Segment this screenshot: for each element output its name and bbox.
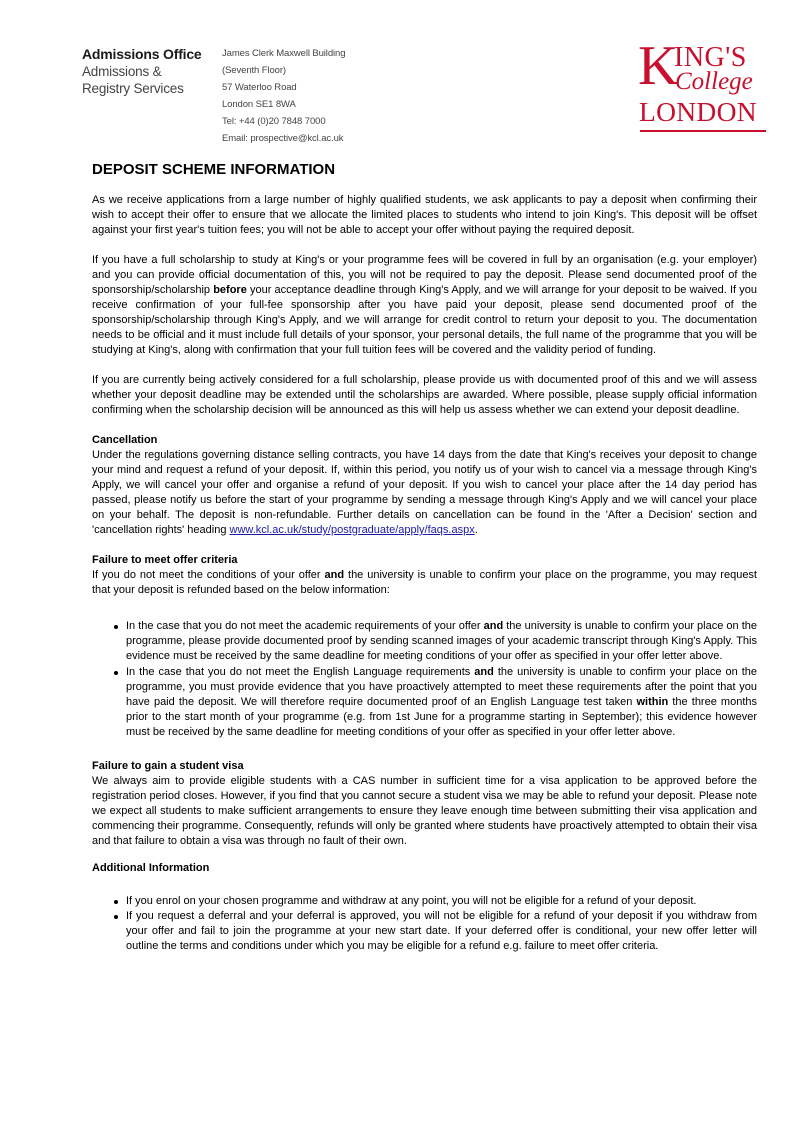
- text-run: If you have a full scholarship to study at King's or your programme fees will be covered in full by an organisation (e.g. your employer) and you can provide official documentation of this, you will not be required to pay the deposit. Please send documented proof of the sponsorship/scholarship: [92, 254, 757, 296]
- text-run: In the case that you do not meet the academic requirements of your offer: [126, 620, 484, 632]
- text-run: the university is unable to confirm your place on the programme, you must provide evidence that you have proactively attempted to meet these requirements after the point that you have paid the deposit. We will therefore require documented proof of an English Language test taken: [126, 665, 757, 709]
- list-item: If you request a deferral and your deferral is approved, you will not be eligible for a refund of your deposit if you withdraw from your offer and fail to join the programme at your new start date. If your deferred offer is conditional, your new offer letter will outline the terms and conditions under which you may be eligible for a refund e.g. failure to meet offer criteria.: [126, 909, 757, 955]
- additional-info-list: [92, 894, 757, 955]
- address-email: Email: prospective@kcl.ac.uk: [222, 133, 344, 144]
- admissions-office-block: [82, 46, 202, 97]
- office-subtitle-1: Admissions &: [82, 64, 162, 79]
- logo-london: LONDON: [639, 96, 757, 127]
- faqs-link[interactable]: www.kcl.ac.uk/study/postgraduate/apply/faqs.aspx: [229, 524, 475, 536]
- offer-criteria-list: [92, 619, 757, 741]
- scholarship-considered-paragraph: If you are currently being actively considered for a full scholarship, please provide us with documented proof of this and we will assess whether your deposit deadline may be extended until the scholarships are awarded. Where possible, please supply official information confirming when the scholarship decision will be announced as this will help us assess whether we can extend your deposit deadline.: [92, 374, 757, 416]
- logo-ings: ING'S: [674, 42, 747, 73]
- text-run: .: [474, 524, 478, 536]
- office-title: Admissions Office: [82, 46, 202, 62]
- kings-college-london-logo: [638, 35, 768, 138]
- scholarship-paragraph: [92, 253, 757, 358]
- bold-run: and: [483, 620, 504, 632]
- list-item: [126, 665, 757, 741]
- address-block: [222, 45, 345, 147]
- address-line: London SE1 8WA: [222, 99, 296, 110]
- address-phone: Tel: +44 (0)20 7848 7000: [222, 116, 326, 127]
- logo-rule: [640, 130, 766, 132]
- logo-k: K: [638, 35, 679, 97]
- visa-heading: Failure to gain a student visa: [92, 759, 244, 772]
- text-run: Under the regulations governing distance selling contracts, you have 14 days from the date that King's receives your deposit to change your mind and request a refund of your deposit. If, within this period, you notify us of your wish to cancel via a message through King's Apply, we will cancel your offer and organise a refund of your deposit. If you wish to cancel your place after the 14 day period has passed, please notify us before the start of your programme by sending a message through King's Apply and we will cancel your place on your behalf. The deposit is non-refundable. Further details on cancellation can be found in the 'After a Decision' section and 'cancellation rights' heading: [92, 449, 757, 536]
- address-line: 57 Waterloo Road: [222, 82, 297, 93]
- bold-run: and: [324, 569, 345, 581]
- cancellation-paragraph: [92, 448, 757, 538]
- text-run: If you do not meet the conditions of your offer: [92, 569, 325, 581]
- bold-run: within: [636, 696, 669, 709]
- additional-info-heading: Additional Information: [92, 861, 210, 874]
- intro-paragraph: As we receive applications from a large number of highly qualified students, we ask applicants to pay a deposit when confirming their wish to accept their offer to ensure that we allocate the limited places to students who intend to join King's. This deposit will be offset against your first year's tuition fees; you will not be able to accept your offer without paying the required deposit.: [92, 194, 757, 236]
- address-line: James Clerk Maxwell Building: [222, 48, 346, 59]
- address-line: (Seventh Floor): [222, 65, 286, 76]
- offer-criteria-heading: Failure to meet offer criteria: [92, 554, 238, 566]
- offer-criteria-intro: [92, 568, 757, 598]
- visa-paragraph: We always aim to provide eligible students with a CAS number in sufficient time for a visa application to be approved before the registration period closes. However, if you find that you cannot secure a student visa we may be able to refund your deposit. Please note we expect all students to make sufficient arrangements to ensure they leave enough time between submitting their visa application and commencing their programme. Consequently, refunds will only be granted where students have proactively attempted to obtain their visa and that failure to obtain a visa was through no fault of their own.: [92, 774, 757, 847]
- bold-run: before: [213, 284, 247, 296]
- list-item: If you enrol on your chosen programme and withdraw at any point, you will not be eligible for a refund of your deposit.: [126, 894, 757, 909]
- text-run: In the case that you do not meet the English Language requirements: [126, 665, 475, 678]
- cancellation-heading: Cancellation: [92, 434, 158, 446]
- list-item: [126, 619, 757, 665]
- document-body: [92, 193, 757, 969]
- text-run: the university is unable to confirm your place on the programme, you may request that your deposit is refunded based on the below information:: [92, 569, 757, 596]
- text-run: your acceptance deadline through King's Apply, and we will arrange for your deposit to be waived. If you receive confirmation of your full-fee sponsorship after you have paid your deposit, please send documented proof of the sponsorship/scholarship through King's Apply, and we will arrange for credit control to return your deposit to you. The documentation needs to be official and it must include full details of your sponsor, your personal details, the full name of the programme that you will be studying at King's, along with confirmation that your full tuition fees will be covered and the validity period of funding.: [92, 284, 757, 356]
- page-title: DEPOSIT SCHEME INFORMATION: [92, 161, 336, 178]
- text-run: the university is unable to confirm your place on the programme, please provide documented proof by sending scanned images of your academic transcript through King's Apply. This evidence must be received by the same deadline for meeting conditions of your offer as specified in your offer letter above.: [126, 620, 757, 663]
- text-run: the three months prior to the start month of your programme (e.g. from 1st June for a programme starting in September); this evidence however must be received by the same deadline for meeting conditions of your offer as specified in your offer letter above.: [126, 696, 757, 739]
- bold-run: and: [474, 665, 494, 678]
- office-subtitle-2: Registry Services: [82, 81, 184, 96]
- logo-college: College: [675, 68, 753, 95]
